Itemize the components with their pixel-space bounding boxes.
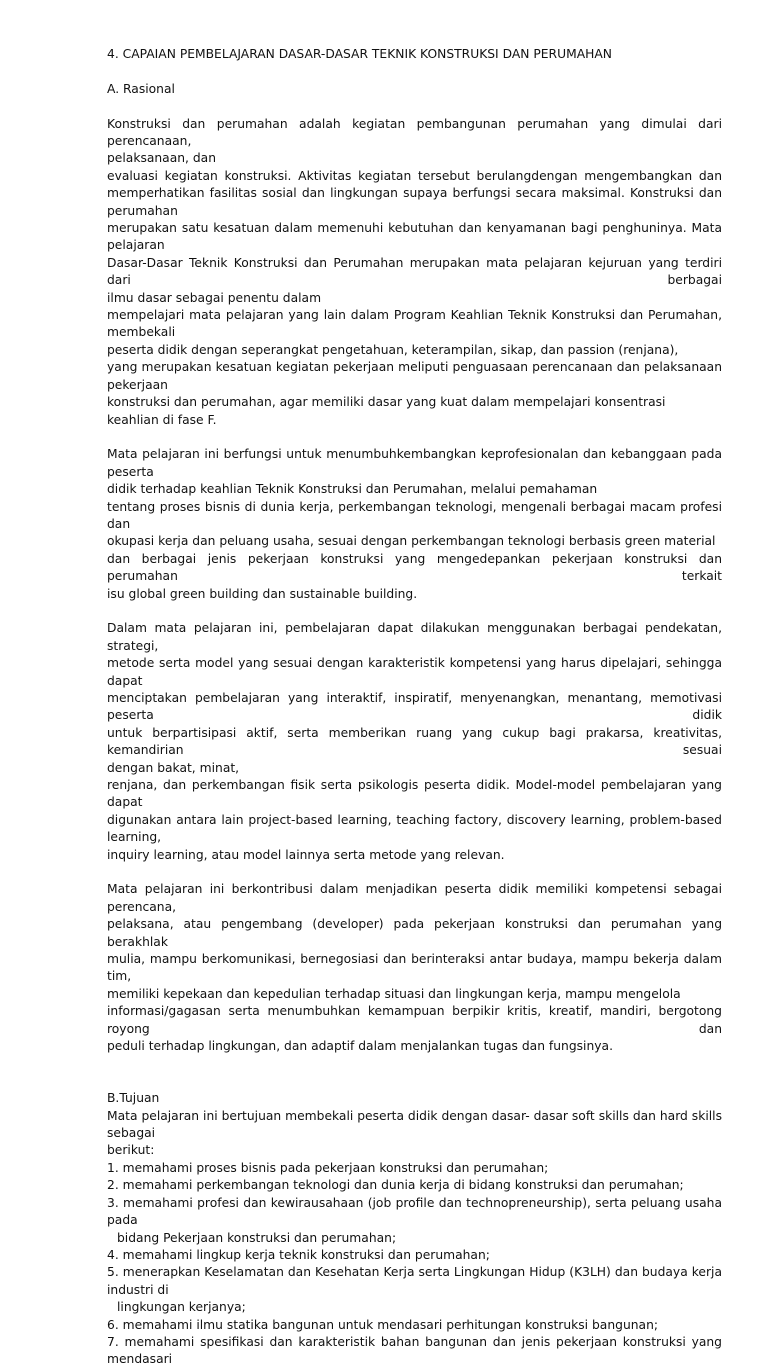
list-item	[107, 1247, 722, 1264]
text-line: keahlian di fase F.	[107, 412, 217, 427]
list-item	[107, 1177, 722, 1194]
text-line: Dalam mata pelajaran ini, pembelajaran dapat dilakukan menggunakan berbagai pendekatan, strategi,	[107, 621, 722, 653]
text-line: mulia, mampu berkomunikasi, bernegosiasi dan berinteraksi antar budaya, mampu bekerja dalam tim,	[107, 952, 722, 984]
text-line: dan berbagai jenis pekerjaan konstruksi yang mengedepankan pekerjaan konstruksi dan perumahan terkait	[107, 551, 722, 584]
section-b-heading: B.Tujuan	[107, 1091, 160, 1106]
list-item-text: 3. memahami profesi dan kewirausahaan (job profile dan technopreneurship), serta peluang usaha pada	[107, 1195, 722, 1228]
text-line: merupakan satu kesatuan dalam memenuhi kebutuhan dan kenyamanan bagi penghuninya. Mata pelajaran	[107, 221, 722, 253]
text-line: Mata pelajaran ini bertujuan membekali peserta didik dengan dasar- dasar soft skills dan hard skills sebagai	[107, 1108, 722, 1141]
spacer	[107, 63, 722, 80]
text-line: evaluasi kegiatan konstruksi. Aktivitas kegiatan tersebut berulangdengan mengembangkan dan	[107, 168, 722, 183]
text-line: okupasi kerja dan peluang usaha, sesuai dengan perkembangan teknologi berbasis green material	[107, 534, 716, 549]
text-line: untuk berpartisipasi aktif, serta memberikan ruang yang cukup bagi prakarsa, kreativitas, kemandirian sesuai	[107, 725, 722, 758]
list-item	[107, 1334, 722, 1369]
list-item	[107, 1195, 722, 1247]
text-line: pelaksana, atau pengembang (developer) pada pekerjaan konstruksi dan perumahan yang berakhlak	[107, 917, 722, 949]
document-title: 4. CAPAIAN PEMBELAJARAN DASAR-DASAR TEKNIK KONSTRUKSI DAN PERUMAHAN	[107, 47, 612, 61]
text-line: pelaksanaan, dan	[107, 151, 216, 166]
list-item-text: 4. memahami lingkup kerja teknik konstruksi dan perumahan;	[107, 1247, 490, 1262]
text-line: tentang proses bisnis di dunia kerja, perkembangan teknologi, mengenali berbagai macam profesi dan	[107, 499, 722, 531]
text-line: Mata pelajaran ini berkontribusi dalam menjadikan peserta didik memiliki kompetensi sebagai perencana,	[107, 882, 722, 914]
text-line: menciptakan pembelajaran yang interaktif, inspiratif, menyenangkan, menantang, memotivasi peserta didik	[107, 690, 722, 723]
text-line: metode serta model yang sesuai dengan karakteristik kompetensi yang harus dipelajari, sehingga dapat	[107, 656, 722, 688]
rasional-paragraph-3	[107, 620, 722, 864]
text-line: Dasar-Dasar Teknik Konstruksi dan Perumahan merupakan mata pelajaran kejuruan yang terdiri dari berbagai	[107, 255, 722, 288]
text-line: memperhatikan fasilitas sosial dan lingkungan supaya berfungsi secara maksimal. Konstruksi dan perumahan	[107, 186, 722, 218]
text-line: dengan bakat, minat,	[107, 760, 240, 775]
section-a-heading: A. Rasional	[107, 81, 175, 96]
text-line: berikut:	[107, 1143, 155, 1158]
list-item-text: 1. memahami proses bisnis pada pekerjaan konstruksi dan perumahan;	[107, 1160, 549, 1175]
list-item	[107, 1160, 722, 1177]
list-item	[107, 1264, 722, 1316]
text-line: renjana, dan perkembangan fisik serta psikologis peserta didik. Model-model pembelajaran yang dapat	[107, 778, 722, 810]
text-line: memiliki kepekaan dan kepedulian terhadap situasi dan lingkungan kerja, mampu mengelola	[107, 986, 681, 1001]
text-line: isu global green building dan sustainable building.	[107, 586, 418, 601]
text-line: ilmu dasar sebagai penentu dalam	[107, 290, 322, 305]
text-line: yang merupakan kesatuan kegiatan pekerjaan meliputi penguasaan perencanaan dan pelaksanaan pekerjaan	[107, 360, 722, 392]
spacer	[107, 98, 722, 115]
document-page	[107, 46, 722, 1369]
text-line: didik terhadap keahlian Teknik Konstruksi dan Perumahan, melalui pemahaman	[107, 482, 598, 497]
text-line: mempelajari mata pelajaran yang lain dalam Program Keahlian Teknik Konstruksi dan Perumahan, membekali	[107, 308, 722, 340]
text-line: informasi/gagasan serta menumbuhkan kemampuan berpikir kritis, kreatif, mandiri, bergotong royong dan	[107, 1004, 722, 1036]
text-line: digunakan antara lain project-based learning, teaching factory, discovery learning, problem-based learning,	[107, 812, 722, 845]
text-line: Mata pelajaran ini berfungsi untuk menumbuhkembangkan keprofesionalan dan kebanggaan pada peserta	[107, 447, 722, 479]
text-line: inquiry learning, atau model lainnya serta metode yang relevan.	[107, 847, 505, 862]
text-line: peduli terhadap lingkungan, dan adaptif dalam menjalankan tugas dan fungsinya.	[107, 1039, 613, 1054]
list-item-continuation: bidang Pekerjaan konstruksi dan perumahan;	[117, 1230, 397, 1245]
list-item-continuation: lingkungan kerjanya;	[117, 1300, 246, 1315]
list-item-text: 7. memahami spesifikasi dan karakteristik bahan bangunan dan jenis pekerjaan konstruksi yang mendasari	[107, 1334, 722, 1367]
list-item-text: 6. memahami ilmu statika bangunan untuk mendasari perhitungan konstruksi bangunan;	[107, 1317, 658, 1332]
text-line: peserta didik dengan seperangkat pengetahuan, keterampilan, sikap, dan passion (renjana),	[107, 342, 679, 357]
spacer	[107, 1073, 722, 1090]
rasional-paragraph-4	[107, 881, 722, 1055]
tujuan-intro	[107, 1108, 722, 1160]
text-line: konstruksi dan perumahan, agar memiliki dasar yang kuat dalam mempelajari konsentrasi	[107, 395, 666, 410]
list-item-text: 5. menerapkan Keselamatan dan Kesehatan Kerja serta Lingkungan Hidup (K3LH) dan budaya kerja industri di	[107, 1265, 722, 1297]
list-item	[107, 1317, 722, 1334]
rasional-paragraph-2	[107, 446, 722, 603]
rasional-paragraph-1	[107, 116, 722, 429]
tujuan-list	[107, 1160, 722, 1369]
list-item-text: 2. memahami perkembangan teknologi dan dunia kerja di bidang konstruksi dan perumahan;	[107, 1178, 684, 1193]
text-line: Konstruksi dan perumahan adalah kegiatan pembangunan perumahan yang dimulai dari perencanaan,	[107, 116, 722, 148]
